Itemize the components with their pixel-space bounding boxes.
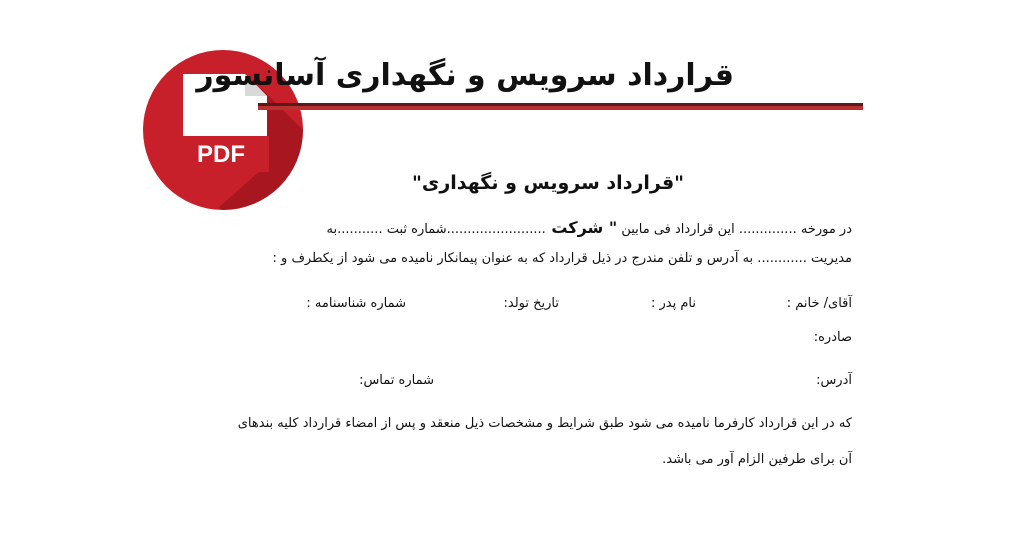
contract-intro-line-1 (327, 218, 852, 237)
issued-label: صادره: (813, 330, 852, 345)
id-number-label: شماره شناسنامه : (306, 296, 406, 311)
name-label: آقای/ خانم : (786, 296, 852, 311)
contract-terms-line-1: که در این قرارداد کارفرما نامیده می شود طبق شرایط و مشخصات ذیل منعقد و پس از امضاء قرارداد کلیه بندهای (237, 416, 852, 431)
contract-terms-line-2: آن برای طرفین الزام آور می باشد. (662, 452, 852, 467)
company-label: " شرکت (545, 218, 618, 237)
pdf-badge-label: PDF (197, 141, 245, 168)
document-subtitle: "قرارداد سرویس و نگهداری" (412, 172, 685, 194)
birth-date-label: تاریخ تولد: (503, 296, 559, 311)
intro-part-2: ........................شماره ثبت ...........به (326, 222, 546, 237)
address-label: آدرس: (816, 373, 852, 388)
intro-part-1: در مورخه .............. این قرارداد فی مابین (617, 222, 852, 237)
page-title: قرارداد سرویس و نگهداری آسانسور (196, 58, 734, 93)
phone-label: شماره تماس: (359, 373, 434, 388)
father-name-label: نام پدر : (651, 296, 696, 311)
contract-intro-line-2: مدیریت ............ به آدرس و تلفن مندرج در ذیل قرارداد که به عنوان پیمانکار نامیده می شود از یکطرف و : (272, 251, 852, 266)
title-divider (258, 103, 863, 110)
